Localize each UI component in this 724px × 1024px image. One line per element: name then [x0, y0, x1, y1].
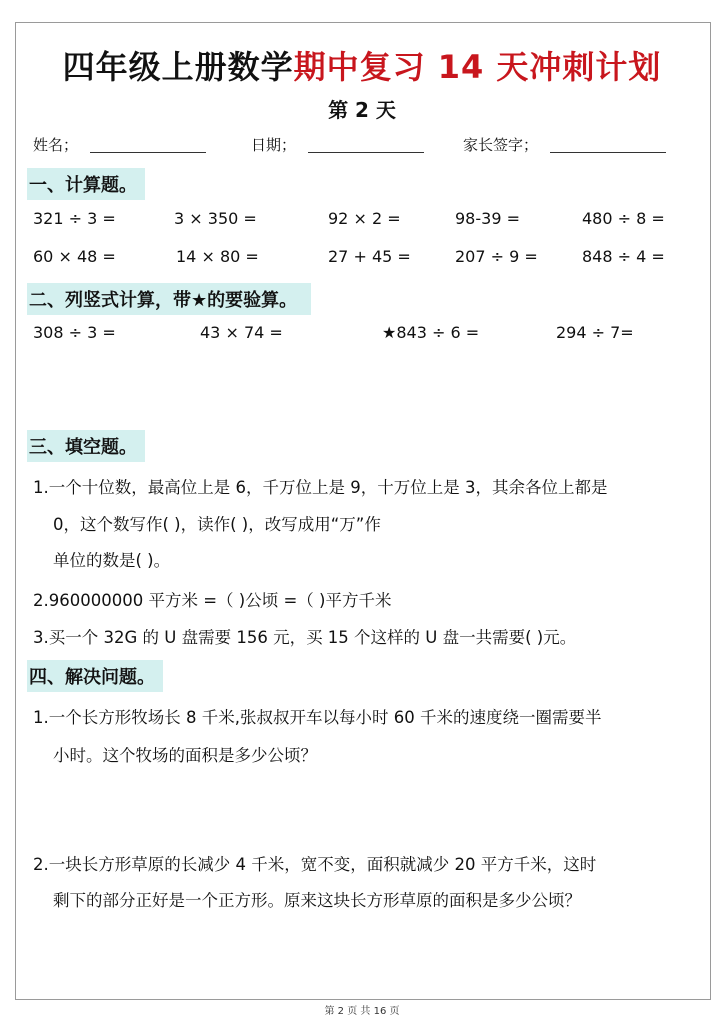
- parent-sign-field[interactable]: [463, 134, 666, 155]
- problem1-line1: 1.一个长方形牧场长 8 千米,张叔叔开车以每小时 60 千米的速度绕一圈需要半: [33, 708, 602, 727]
- problem2-line2: 剩下的部分正好是一个正方形。原来这块长方形草原的面积是多少公顷？: [53, 891, 581, 910]
- vertical-calc-item: 308 ÷ 3 =: [33, 323, 116, 342]
- calc-item: 92 × 2 =: [328, 209, 401, 228]
- section4-heading: 四、解决问题。: [27, 660, 163, 692]
- parent-sign-label: 家长签字；: [463, 136, 539, 154]
- fill-q2: 2.960000000 平方米 =（ )公顷 =（ )平方千米: [33, 591, 392, 610]
- date-label: 日期；: [251, 136, 297, 154]
- calc-item: 98-39 =: [455, 209, 520, 228]
- worksheet-title: [0, 42, 724, 88]
- vertical-calc-item: 294 ÷ 7=: [556, 323, 634, 342]
- calc-item: 848 ÷ 4 =: [582, 247, 665, 266]
- vertical-calc-item: ★843 ÷ 6 =: [382, 323, 480, 342]
- section3-heading: 三、填空题。: [27, 430, 145, 462]
- calc-item: 321 ÷ 3 =: [33, 209, 116, 228]
- calc-item: 207 ÷ 9 =: [455, 247, 538, 266]
- fill-q1-line3: 单位的数是( )。: [53, 551, 171, 570]
- problem2-line1: 2.一块长方形草原的长减少 4 千米，宽不变，面积就减少 20 平方千米，这时: [33, 855, 597, 874]
- date-blank[interactable]: [308, 152, 424, 153]
- fill-q3: 3.买一个 32G 的 U 盘需要 156 元，买 15 个这样的 U 盘一共需要( )元。: [33, 628, 577, 647]
- calc-item: 60 × 48 =: [33, 247, 116, 266]
- day-label: 第 2 天: [328, 98, 396, 122]
- parent-sign-blank[interactable]: [550, 152, 666, 153]
- calc-item: 3 × 350 =: [174, 209, 257, 228]
- calc-item: 14 × 80 =: [176, 247, 259, 266]
- section1-heading: 一、计算题。: [27, 168, 145, 200]
- problem1-line2: 小时。这个牧场的面积是多少公顷？: [53, 746, 317, 765]
- name-blank[interactable]: [90, 152, 206, 153]
- calc-item: 27 + 45 =: [328, 247, 411, 266]
- vertical-calc-item: 43 × 74 =: [200, 323, 283, 342]
- title-black-part: 四年级上册数学: [62, 48, 294, 86]
- fill-q1-line2: 0，这个数写作( )，读作( )，改写成用“万”作: [53, 515, 381, 534]
- page-footer: 第 2 页 共 16 页: [324, 1006, 400, 1017]
- date-field[interactable]: [251, 134, 424, 155]
- calc-item: 480 ÷ 8 =: [582, 209, 665, 228]
- name-field[interactable]: [33, 134, 206, 155]
- title-red-part: 期中复习 14 天冲刺计划: [293, 48, 662, 86]
- name-label: 姓名；: [33, 136, 79, 154]
- fill-q1-line1: 1.一个十位数，最高位上是 6，千万位上是 9，十万位上是 3，其余各位上都是: [33, 478, 608, 497]
- section2-heading: 二、列竖式计算，带★的要验算。: [27, 283, 311, 315]
